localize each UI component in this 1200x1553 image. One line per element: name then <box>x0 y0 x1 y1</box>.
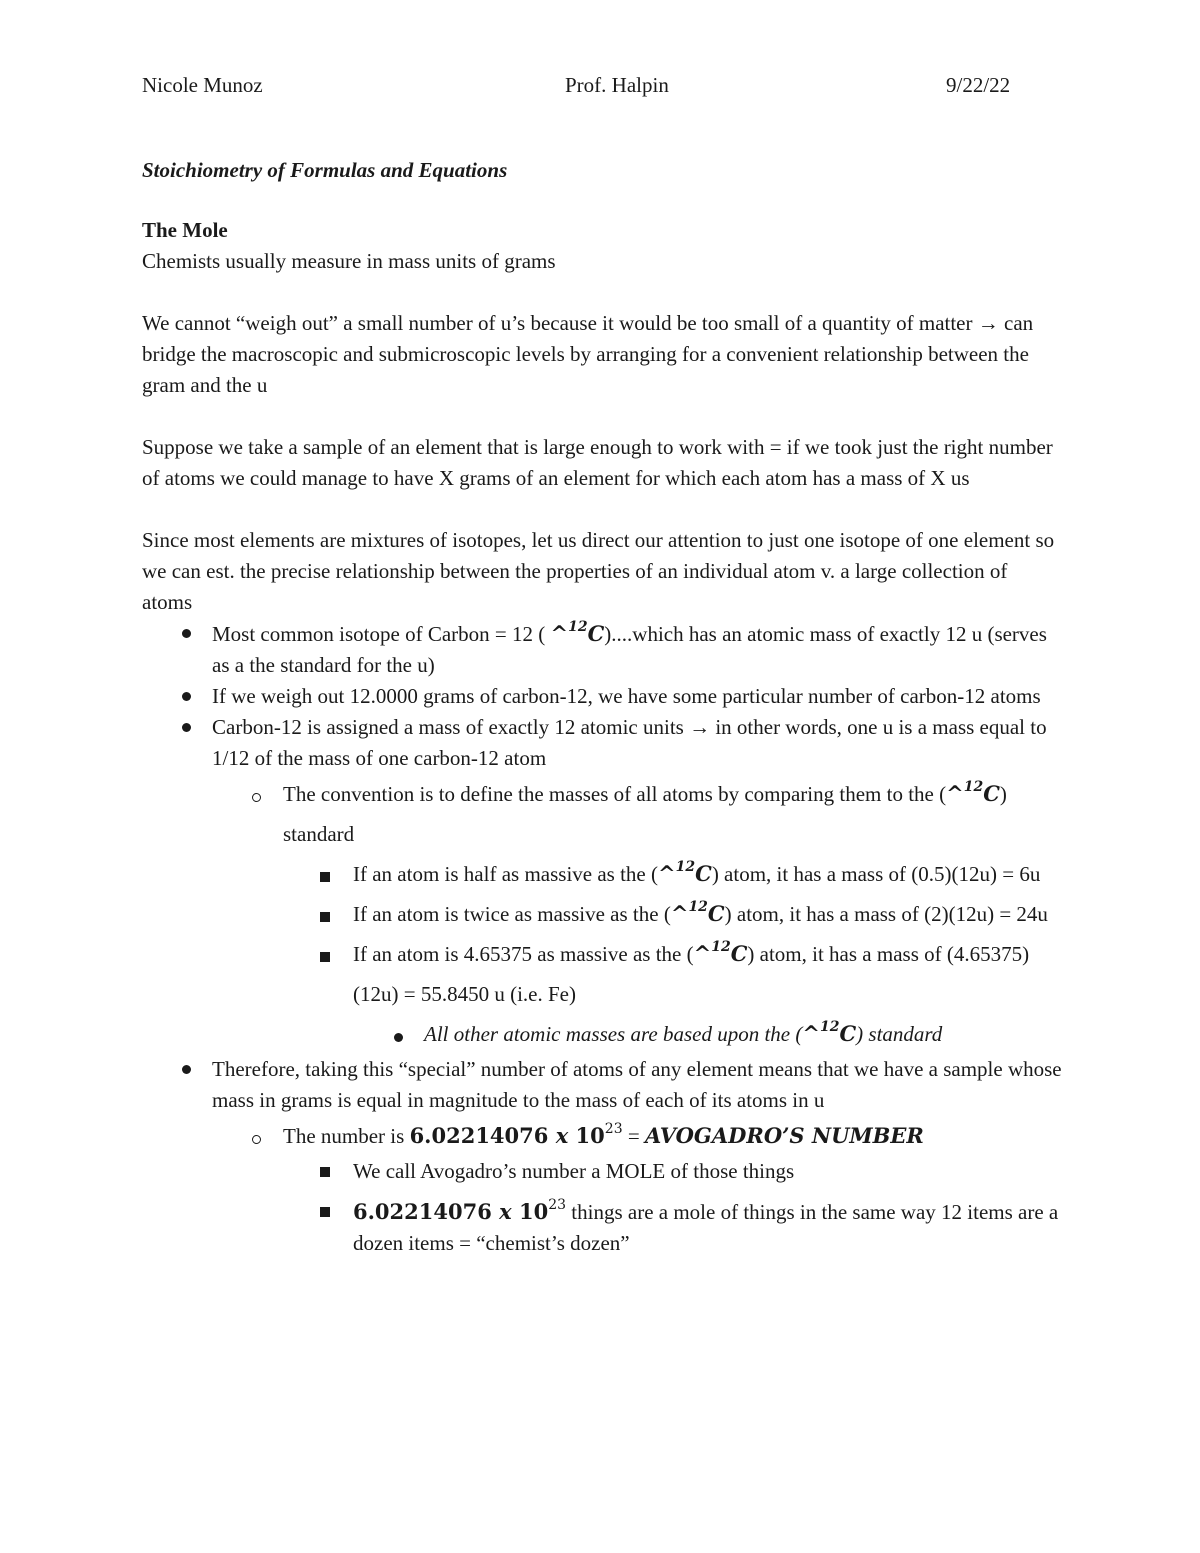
list-item: 6.02214076 x $10^{23}$ things are a mole of things in the same way 12 items are a dozen items = “chemist’s dozen” <box>142 1196 1062 1259</box>
carbon-12-symbol: ^$^{12}$C <box>693 939 748 966</box>
list-item: If an atom is twice as massive as the (^$^{12}$C) atom, it has a mass of (2)(12u) = 24u <box>142 894 1062 934</box>
author-name: Nicole Munoz <box>142 73 263 97</box>
sub-sub-list <box>142 854 1062 1014</box>
bullet-square-icon <box>315 938 335 978</box>
avogadro-value: 6.02214076 x $10^{23}$ <box>409 1121 623 1148</box>
bullet-dot-icon <box>176 681 196 712</box>
bullet-square-icon <box>315 858 335 898</box>
bullet-dot-icon <box>388 1018 408 1058</box>
carbon-12-symbol: ^$^{12}$C <box>550 619 605 646</box>
document-date: 9/22/22 <box>946 73 1011 97</box>
list-item: If an atom is half as massive as the (^$^{12}$C) atom, it has a mass of (0.5)(12u) = 6u <box>142 854 1062 894</box>
paragraph-weigh-out: We cannot “weigh out” a small number of u’s because it would be too small of a quantity of matter → can bridge the macroscopic and submicroscopic levels by arranging for a convenient relationship between the gram and the u <box>142 311 1034 397</box>
bullet-circle-icon <box>246 778 266 818</box>
carbon-12-symbol: ^$^{12}$C <box>946 779 1000 806</box>
bullet-square-icon <box>315 898 335 938</box>
bullet-dot-icon <box>176 618 196 649</box>
carbon-12-symbol: ^$^{12}$C <box>670 899 725 926</box>
sub-list <box>142 1116 1062 1156</box>
list-item: If an atom is 4.65375 as massive as the (^$^{12}$C) atom, it has a mass of (4.65375)(12u) = 55.8450 u (i.e. Fe) <box>142 934 1062 1014</box>
list-item: Carbon-12 is assigned a mass of exactly 12 atomic units → in other words, one u is a mass equal to 1/12 of the mass of one carbon-12 atom <box>142 712 1062 774</box>
bullet-circle-icon <box>246 1120 266 1160</box>
intro-paragraph: Chemists usually measure in mass units of grams <box>142 249 556 273</box>
bullet-square-icon <box>315 1196 335 1228</box>
deep-list <box>142 1014 1062 1054</box>
list-item: We call Avogadro’s number a MOLE of those things <box>142 1156 1062 1187</box>
bullet-dot-icon <box>176 1054 196 1085</box>
carbon-12-symbol: ^$^{12}$C <box>802 1019 857 1046</box>
carbon-12-symbol: ^$^{12}$C <box>658 859 712 886</box>
paragraph-sample: Suppose we take a sample of an element that is large enough to work with = if we took just the right number of atoms we could manage to have X grams of an element for which each atom has a mass of X us <box>142 435 1053 490</box>
professor-name: Prof. Halpin <box>565 73 669 97</box>
list-item: Most common isotope of Carbon = 12 ( ^$^{12}$C)....which has an atomic mass of exactly 12 u (serves as a the standard for the u) <box>142 618 1062 681</box>
document-page <box>142 70 1062 1259</box>
list-item: The number is 6.02214076 x $10^{23}$ = AVOGADRO’S NUMBER <box>142 1116 1062 1156</box>
section-heading: The Mole <box>142 218 228 242</box>
list-item: Therefore, taking this “special” number of atoms of any element means that we have a sample whose mass in grams is equal in magnitude to the mass of each of its atoms in u <box>142 1054 1062 1116</box>
list-item: All other atomic masses are based upon the (^$^{12}$C) standard <box>142 1014 1062 1054</box>
list-item: The convention is to define the masses of all atoms by comparing them to the (^$^{12}$C) standard <box>142 774 1062 854</box>
page-header <box>142 70 1062 101</box>
avogadro-value: 6.02214076 x $10^{23}$ <box>353 1197 567 1224</box>
bullet-square-icon <box>315 1156 335 1188</box>
sub-sub-list <box>142 1156 1062 1259</box>
bullet-dot-icon <box>176 712 196 743</box>
avogadro-name: AVOGADRO’S NUMBER <box>644 1123 924 1148</box>
bullet-list <box>142 618 1062 774</box>
bullet-list <box>142 1054 1062 1116</box>
list-item: If we weigh out 12.0000 grams of carbon-12, we have some particular number of carbon-12 atoms <box>142 681 1062 712</box>
sub-list <box>142 774 1062 854</box>
document-title: Stoichiometry of Formulas and Equations <box>142 158 508 182</box>
paragraph-isotopes: Since most elements are mixtures of isotopes, let us direct our attention to just one isotope of one element so we can est. the precise relationship between the properties of an individual atom v. a large collection of atoms <box>142 528 1055 614</box>
